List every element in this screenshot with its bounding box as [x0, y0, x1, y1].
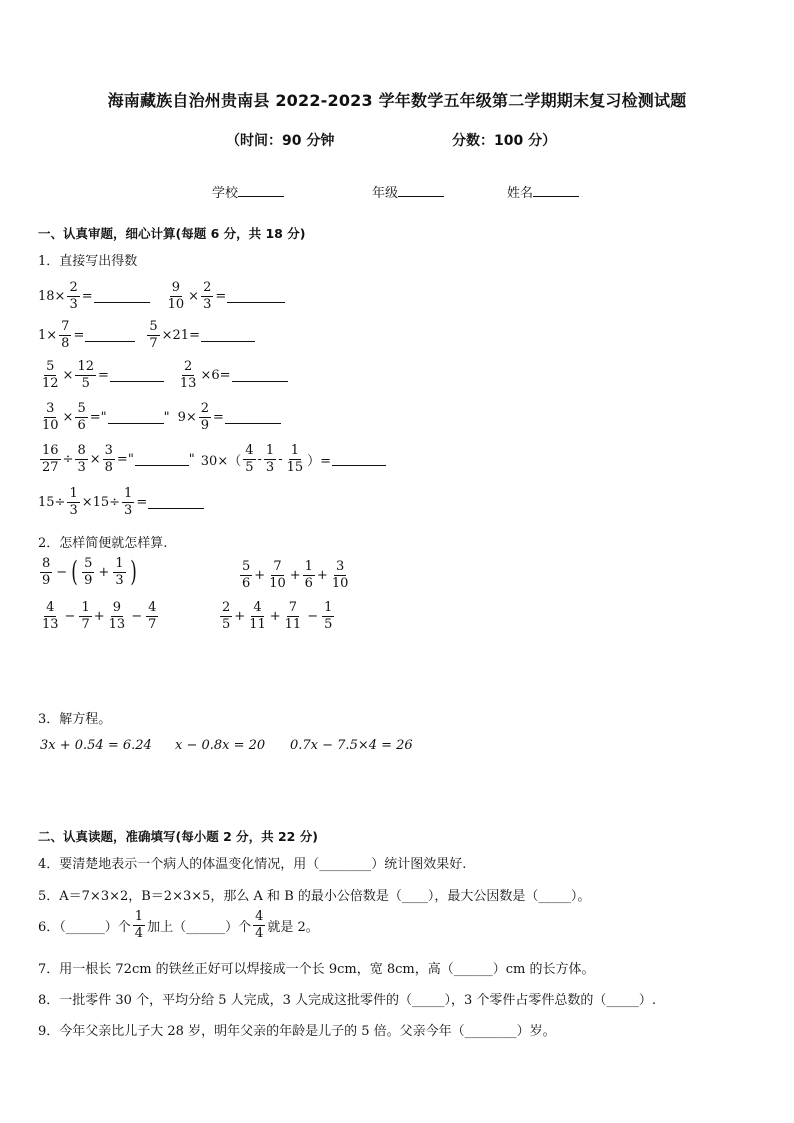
- question-6: 6．（______）个 $\frac{1}{4}$ 加上（______）个 $\frac{4}{4}$ 就是 2。: [38, 909, 319, 941]
- question-9: 9．今年父亲比儿子大 28 岁，明年父亲的年龄是儿子的 5 倍。父亲今年（________）岁。: [38, 1024, 556, 1039]
- answer-blank[interactable]: [94, 290, 150, 303]
- simplify-expr-3: $\frac{4}{13}$ − $\frac{1}{7}$ + $\frac{9}{13}$ − $\frac{4}{7}$: [42, 600, 157, 632]
- question-1: 1．直接写出得数: [38, 254, 138, 269]
- answer-blank[interactable]: [85, 329, 135, 342]
- calc-row-3: $\frac{5}{12}$ × $\frac{12}{5}$ = $\frac{2}{13}$ ×6=: [38, 360, 288, 390]
- equation-2: x − 0.8x = 20: [175, 738, 266, 753]
- answer-blank[interactable]: [227, 290, 285, 303]
- grade-field[interactable]: 年级: [372, 182, 444, 201]
- question-7: 7．用一根长 72cm 的铁丝正好可以焊接成一个长 9cm，宽 8cm，高（______）cm 的长方体。: [38, 962, 595, 977]
- section2-heading: 二、认真读题，准确填写(每小题 2 分，共 22 分): [38, 829, 318, 844]
- answer-blank[interactable]: [201, 329, 255, 342]
- calc-row-5: $\frac{16}{27}$ ÷ $\frac{8}{3}$ × $\frac{3}{8}$ =" " 30×（ $\frac{4}{5}$ - $\frac{1}{3}$ - $\frac{1}{15}$ ）=: [38, 444, 386, 474]
- answer-blank[interactable]: [135, 453, 189, 466]
- calc-row-2: 1× $\frac{7}{8}$ = $\frac{5}{7}$ ×21=: [38, 320, 255, 350]
- simplify-expr-2: $\frac{5}{6}$ + $\frac{7}{10}$ + $\frac{1}{6}$ + $\frac{3}{10}$: [242, 559, 349, 591]
- answer-blank[interactable]: [225, 411, 281, 424]
- question-4: 4．要清楚地表示一个病人的体温变化情况，用（________）统计图效果好.: [38, 857, 467, 872]
- fraction: $\frac{2}{3}$: [69, 280, 78, 312]
- calc-row-6: 15÷ $\frac{1}{3}$ ×15÷ $\frac{1}{3}$ =: [38, 487, 204, 517]
- simplify-expr-4: $\frac{2}{5}$ + $\frac{4}{11}$ + $\frac{7}{11}$ − $\frac{1}{5}$: [222, 600, 333, 632]
- exam-time: （时间：90 分钟: [226, 133, 335, 149]
- page-title: 海南藏族自治州贵南县 2022-2023 学年数学五年级第二学期期末复习检测试题: [107, 91, 687, 110]
- question-2: 2．怎样简便就怎样算.: [38, 536, 168, 551]
- question-8: 8．一批零件 30 个，平均分给 5 人完成，3 人完成这批零件的（_____），3 个零件占零件总数的（_____）.: [38, 993, 657, 1008]
- answer-blank[interactable]: [332, 453, 386, 466]
- answer-blank[interactable]: [232, 369, 288, 382]
- answer-blank[interactable]: [110, 369, 164, 382]
- question-5: 5．A＝7×3×2，B＝2×3×5，那么 A 和 B 的最小公倍数是（____），最大公因数是（_____）。: [38, 889, 591, 904]
- calc-row-4: $\frac{3}{10}$ × $\frac{5}{6}$ =" " 9× $\frac{2}{9}$ =: [38, 402, 281, 432]
- equation-1: 3x + 0.54 = 6.24: [40, 738, 152, 753]
- school-field[interactable]: 学校: [212, 182, 284, 201]
- simplify-expr-1: $\frac{8}{9}$ − ( $\frac{5}{9}$ + $\frac{1}{3}$ ): [42, 555, 137, 589]
- name-field[interactable]: 姓名: [507, 182, 579, 201]
- calc-row-1: 18× $\frac{2}{3}$ = $\frac{9}{10}$ × $\frac{2}{3}$ =: [38, 281, 285, 311]
- equation-3: 0.7x − 7.5×4 = 26: [290, 738, 413, 753]
- question-3: 3．解方程。: [38, 712, 112, 727]
- answer-blank[interactable]: [108, 411, 164, 424]
- answer-blank[interactable]: [148, 496, 204, 509]
- section1-heading: 一、认真审题，细心计算(每题 6 分，共 18 分): [38, 226, 306, 241]
- exam-score: 分数：100 分）: [452, 133, 557, 149]
